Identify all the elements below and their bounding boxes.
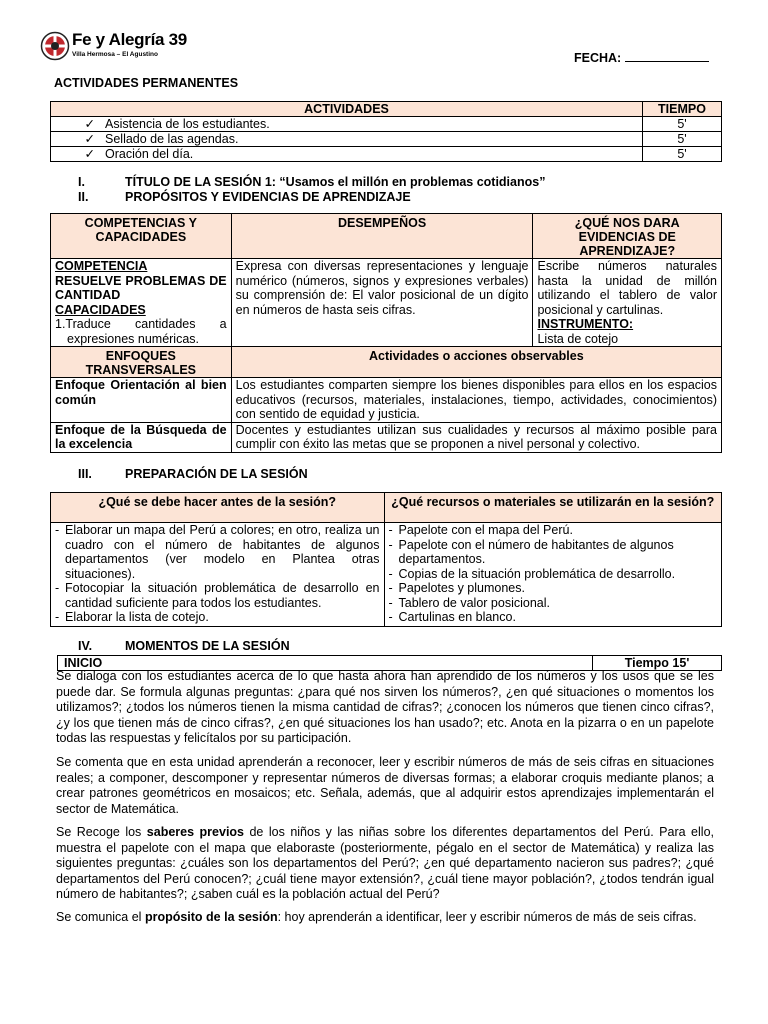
list-item: - Elaborar la lista de cotejo.	[55, 610, 380, 625]
table-row	[51, 147, 722, 162]
section-3-title	[78, 467, 308, 481]
resources-list-cell	[384, 523, 722, 627]
time-column-header: TIEMPO	[643, 102, 722, 117]
list-item: - Papelotes y plumones.	[389, 581, 718, 596]
section-4-title	[78, 639, 290, 653]
evidence-cell	[533, 259, 722, 347]
section-title-text: PREPARACIÓN DE LA SESIÓN	[125, 467, 308, 481]
competency-label: COMPETENCIA	[55, 259, 148, 273]
activity-time: 5'	[643, 117, 722, 132]
evidence-column-header: ¿QUÉ NOS DARA EVIDENCIAS DE APRENDIZAJE?	[533, 214, 722, 259]
paragraph-purpose	[56, 910, 714, 926]
section-number: IV.	[78, 639, 93, 653]
prior-knowledge-term: saberes previos	[146, 825, 244, 839]
section-number: II.	[78, 190, 89, 204]
instrument-label: INSTRUMENTO:	[537, 317, 634, 331]
competencies-table	[50, 213, 722, 453]
approach-name: Enfoque Orientación al bien común	[51, 378, 232, 423]
section-2-title	[78, 190, 411, 204]
permanent-activities-heading: ACTIVIDADES PERMANENTES	[54, 76, 239, 90]
competency-text: RESUELVE PROBLEMAS DE CANTIDAD	[55, 273, 227, 302]
school-crest-icon	[40, 31, 70, 61]
activity-label: Asistencia de los estudiantes.	[105, 117, 270, 131]
paragraph-prior-knowledge	[56, 825, 714, 903]
section-number: III.	[78, 467, 92, 481]
observable-actions-header: Actividades o acciones observables	[231, 347, 721, 378]
competency-cell	[51, 259, 232, 347]
section-number: I.	[78, 175, 85, 189]
paragraph-text: Se Recoge los	[56, 825, 147, 839]
activity-time: 5'	[643, 132, 722, 147]
resources-list	[389, 523, 718, 625]
before-session-header: ¿Qué se debe hacer antes de la sesión?	[51, 493, 385, 523]
activity-label: Oración del día.	[105, 147, 194, 161]
before-session-list	[55, 523, 380, 625]
start-phase-time: Tiempo 15'	[593, 656, 722, 671]
table-row	[51, 117, 722, 132]
session-title-label: TÍTULO DE LA SESIÓN 1	[125, 175, 272, 189]
performance-column-header: DESEMPEÑOS	[231, 214, 533, 259]
section-1-title	[78, 175, 545, 189]
permanent-activities-table	[50, 101, 722, 162]
activity-time: 5'	[643, 147, 722, 162]
activities-column-header: ACTIVIDADES	[51, 102, 643, 117]
before-session-list-cell	[51, 523, 385, 627]
date-field[interactable]	[574, 51, 709, 65]
table-row	[51, 132, 722, 147]
activity-label: Sellado de las agendas.	[105, 132, 239, 146]
instrument-text: Lista de cotejo	[537, 331, 619, 346]
session-title-text: : “Usamos el millón en problemas cotidianos”	[271, 175, 546, 189]
check-icon: ✓	[84, 132, 95, 146]
session-purpose-term: propósito de la sesión	[144, 910, 278, 924]
capacities-label: CAPACIDADES	[55, 302, 146, 317]
section-title-text: PROPÓSITOS Y EVIDENCIAS DE APRENDIZAJE	[125, 190, 411, 204]
date-blank-line	[625, 51, 709, 62]
start-phase-label: INICIO	[58, 656, 593, 671]
list-item: - Papelote con el mapa del Perú.	[389, 523, 718, 538]
list-item: - Cartulinas en blanco.	[389, 610, 718, 625]
paragraph-text: Se comunica el	[56, 910, 145, 924]
approach-actions: Los estudiantes comparten siempre los bienes disponibles para ellos en los espacios educativos (recursos, materiales, instalaciones, tiempo, actividades, conocimientos) con sentido de equidad y justicia.	[231, 378, 721, 423]
preparation-table	[50, 492, 722, 627]
list-item: - Copias de la situación problemática de desarrollo.	[389, 567, 718, 582]
school-name: Fe y Alegría 39	[72, 30, 187, 49]
school-location: Villa Hermosa – El Agustino	[72, 51, 158, 58]
paragraph-dialogue: Se dialoga con los estudiantes acerca de lo que hasta ahora han aprendido de los números y los usos que se les puede dar. Se formula algunas preguntas: ¿para qué nos sirven los números?, ¿en qué situaciones o momentos los utilizamos?; ¿todos los números tienen la misma cantidad de cifras?; ¿conocen los números que tienen cinco cifras?, ¿y los que tienen más de cinco cifras?, ¿en qué situaciones los han usado?; etc. Anota en la pizarra o en un papelote todas las respuestas y felicítalos por su participación.	[56, 669, 714, 745]
cross-approaches-header: ENFOQUES TRANSVERSALES	[51, 347, 232, 378]
list-item: - Tablero de valor posicional.	[389, 596, 718, 611]
check-icon: ✓	[84, 147, 95, 161]
approach-actions: Docentes y estudiantes utilizan sus cualidades y recursos al máximo posible para cumplir con éxito las metas que se proponen a nivel personal y colectivo.	[231, 422, 721, 452]
list-item: - Elaborar un mapa del Perú a colores; en otro, realiza un cuadro con el número de habitantes de algunos departamentos (ver modelo en Plantea otras situaciones).	[55, 523, 380, 581]
evidence-text: Escribe números naturales hasta la unidad de millón utilizando el tablero de valor posicional y cartulinas.	[537, 259, 717, 317]
section-title-text: MOMENTOS DE LA SESIÓN	[125, 639, 290, 653]
paragraph-text: de los niños y las niñas sobre los diferentes departamentos del Perú. Para ello, muestra el papelote con el mapa que elaboraste (posteriormente, pégalo en el sector de Matemática) y realiza las siguientes preguntas: ¿cuáles son los departamentos del Perú?; ¿en qué departamento nacieron sus padres?; ¿qué departamentos del Perú conocen?; ¿cuál tiene mayor extensión?, ¿cuál tiene mayor población?, ¿todos tendrán igual número de habitantes?; ¿saben cuál es la población actual del Perú?	[56, 825, 714, 901]
list-item: - Fotocopiar la situación problemática de desarrollo en cantidad suficiente para todos los estudiantes.	[55, 581, 380, 610]
list-item: - Papelote con el número de habitantes de algunos departamentos.	[389, 538, 718, 567]
capacity-text: 1.Traduce cantidades a expresiones numéricas.	[55, 317, 227, 346]
paragraph-unit-intro: Se comenta que en esta unidad aprenderán a reconocer, leer y escribir números de más de seis cifras en situaciones reales; a componer, descomponer y representar números de diversas formas; a elaborar croquis mediante planos; a crear patrones geométricos en mosaicos; etc. Señala, además, que al adquirir estos aprendizajes implementarán el sector de Matemática.	[56, 755, 714, 816]
competencies-column-header: COMPETENCIAS Y CAPACIDADES	[51, 214, 232, 259]
check-icon: ✓	[84, 117, 95, 131]
performance-text: Expresa con diversas representaciones y lenguaje numérico (números, signos y expresiones verbales) su comprensión de: El valor posicional de un dígito en números de hasta seis cifras.	[231, 259, 533, 347]
table-row	[51, 378, 722, 423]
paragraph-text: : hoy aprenderán a identificar, leer y escribir números de más de seis cifras.	[277, 910, 697, 924]
approach-name: Enfoque de la Búsqueda de la excelencia	[51, 422, 232, 452]
resources-header: ¿Qué recursos o materiales se utilizarán en la sesión?	[384, 493, 722, 523]
table-row	[51, 422, 722, 452]
date-label: FECHA:	[574, 51, 622, 65]
